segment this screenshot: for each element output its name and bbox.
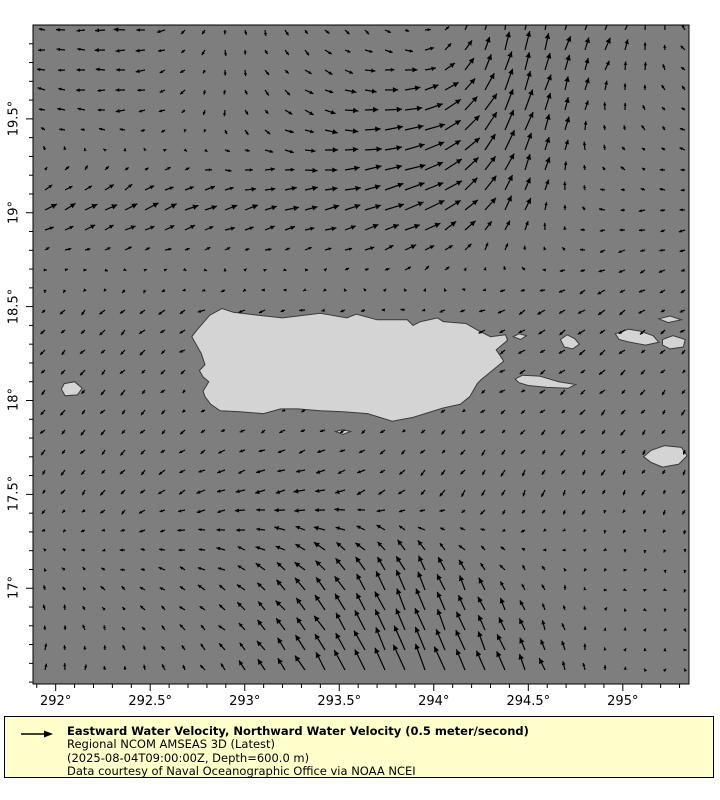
legend-title: Eastward Water Velocity, Northward Water Velocity (0.5 meter/second) <box>67 724 529 738</box>
legend-time-depth-line: (2025-08-04T09:00:00Z, Depth=600.0 m) <box>67 750 310 765</box>
land-puerto-rico <box>192 309 508 422</box>
y-axis-tick-label: 18° <box>6 388 22 412</box>
legend-dataset-line: Regional NCOM AMSEAS 3D (Latest) <box>67 737 276 752</box>
x-axis-tick-label: 293.5° <box>317 694 362 709</box>
y-axis-tick-label: 19° <box>6 200 22 224</box>
x-axis-tick-label: 295° <box>607 694 639 709</box>
x-axis-tick-label: 294° <box>418 694 450 709</box>
x-axis-tick-label: 294.5° <box>506 694 551 709</box>
y-axis-tick-label: 17.5° <box>6 476 22 512</box>
x-axis-tick-label: 292.5° <box>128 694 173 709</box>
legend <box>4 716 714 778</box>
legend-reference-arrow-icon <box>19 728 55 740</box>
x-axis-tick-label: 292° <box>40 694 72 709</box>
x-axis-tick-label: 293° <box>229 694 261 709</box>
y-axis-tick-label: 19.5° <box>6 100 22 137</box>
legend-credit-line: Data courtesy of Naval Oceanographic Office via NOAA NCEI <box>67 764 416 779</box>
y-axis-tick-label: 18.5° <box>6 288 22 324</box>
y-axis-tick-label: 17° <box>6 576 22 600</box>
